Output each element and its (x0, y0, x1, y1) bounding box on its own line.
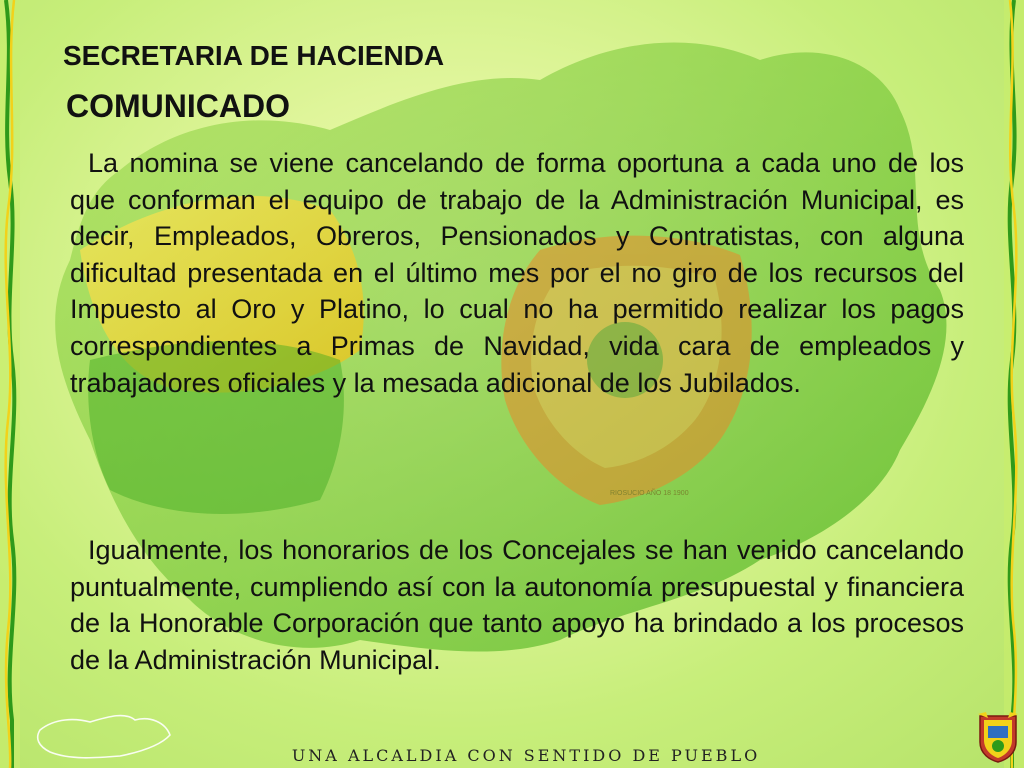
paragraph-1: La nomina se viene cancelando de forma oportuna a cada uno de los que conforman el equipo de trabajo de la Administración Municipal, es decir, Empleados, Obreros, Pensionados y Contratistas, con alguna dificultad presentada en el último mes por el no giro de los recursos del Impuesto al Oro y Platino, lo cual no ha permitido realizar los pagos correspondientes a Primas de Navidad, vida cara de empleados y trabajadores oficiales y la mesada adicional de los Jubilados. (70, 148, 964, 398)
coat-of-arms-icon (976, 712, 1020, 764)
outline-map (38, 716, 170, 758)
right-vine-border (1004, 0, 1024, 768)
page-title: SECRETARIA DE HACIENDA (63, 40, 445, 71)
page-subtitle: COMUNICADO (66, 88, 290, 124)
svg-text:RIOSUCIO AÑO 18 1900: RIOSUCIO AÑO 18 1900 (610, 490, 689, 497)
footer-slogan: UNA ALCALDIA CON SENTIDO DE PUEBLO (291, 746, 761, 765)
paragraph-2: Igualmente, los honorarios de los Concejales se han venido cancelando puntualmente, cumpliendo así con la autonomía presupuestal y financiera de la Honorable Corporación que tanto apoyo ha brindado a los procesos de la Administración Municipal. (70, 535, 964, 675)
left-vine-border (0, 0, 20, 768)
